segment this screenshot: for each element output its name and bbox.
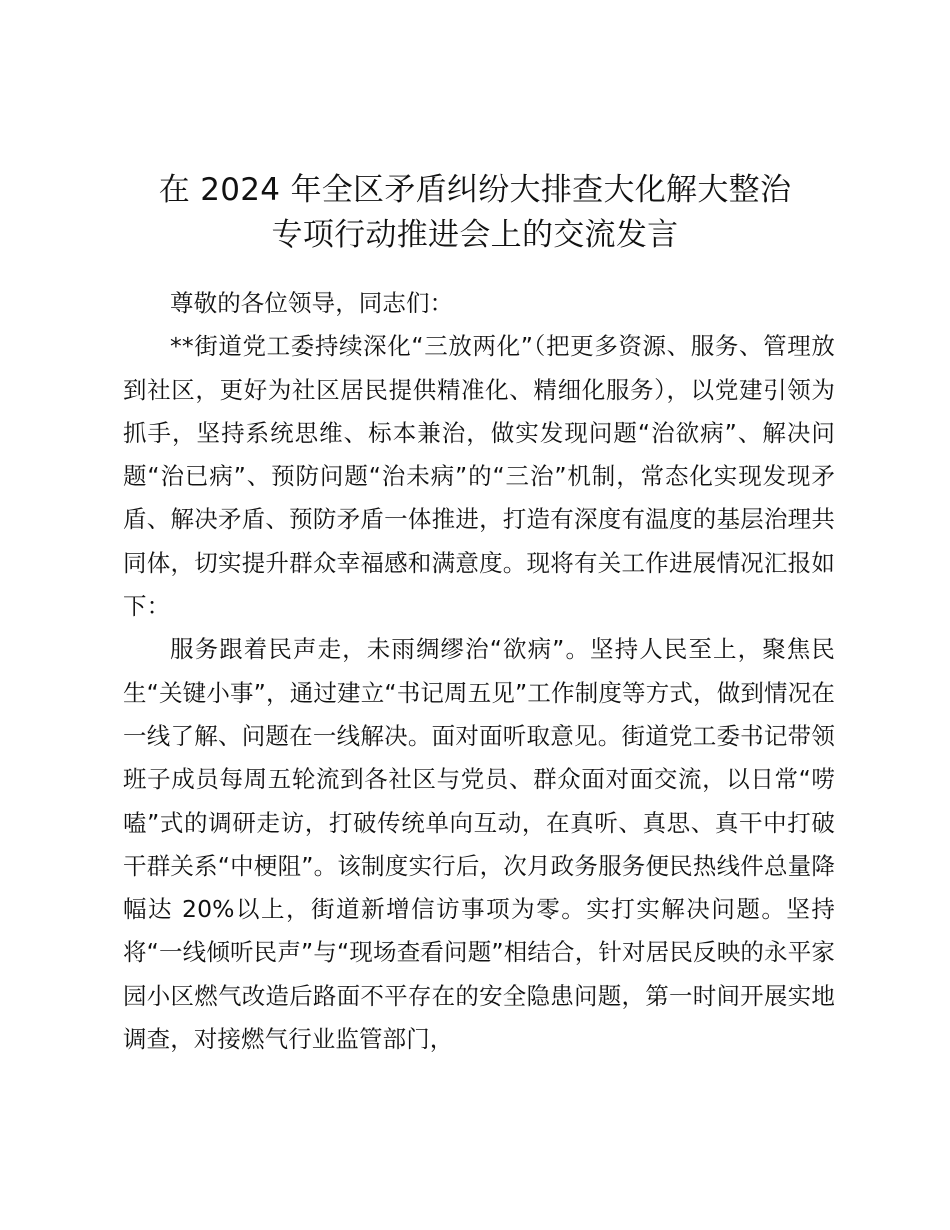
paragraph-service: 服务跟着民声走，未雨绸缪治“欲病”。坚持人民至上，聚焦民生“关键小事”，通过建立“书记周五见”工作制度等方式，做到情况在一线了解、问题在一线解决。面对面听取意见。街道党工委书记带领班子成员每周五轮流到各社区与党员、群众面对面交流，以日常“唠嗑”式的调研走访，打破传统单向互动，在真听、真思、真干中打破干群关系“中梗阻”。该制度实行后，次月政务服务便民热线件总量降幅达 20%以上，街道新增信访事项为零。实打实解决问题。坚持将“一线倾听民声”与“现场查看问题”相结合，针对居民反映的永平家园小区燃气改造后路面不平存在的安全隐患问题，第一时间开展实地调查，对接燃气行业监管部门， [123, 635, 835, 1054]
document-title [60, 168, 890, 258]
document-body [123, 282, 835, 1061]
salutation: 尊敬的各位领导，同志们： [170, 289, 454, 317]
paragraph-intro: **街道党工委持续深化“三放两化”（把更多资源、服务、管理放到社区，更好为社区居民提供精准化、精细化服务），以党建引领为抓手，坚持系统思维、标本兼治，做实发现问题“治欲病”、解决问题“治已病”、预防问题“治未病”的“三治”机制，常态化实现发现矛盾、解决矛盾、预防矛盾一体推进，打造有深度有温度的基层治理共同体，切实提升群众幸福感和满意度。现将有关工作进展情况汇报如下： [123, 332, 835, 621]
document-title-line-2: 专项行动推进会上的交流发言 [271, 217, 679, 253]
document-title-line-1: 在 2024 年全区矛盾纠纷大排查大化解大整治 [158, 172, 792, 208]
